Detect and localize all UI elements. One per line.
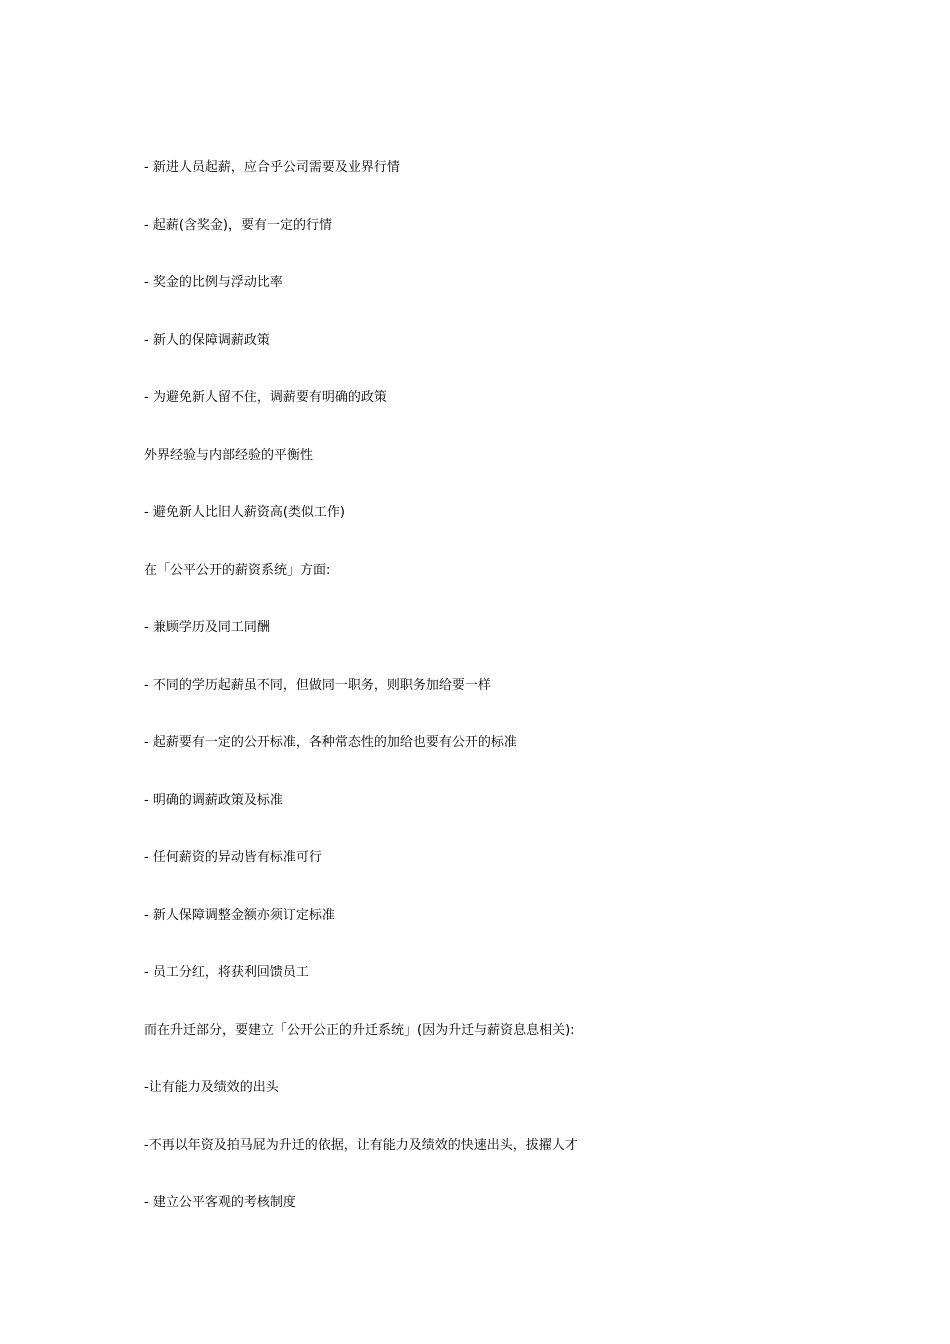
text-line: - 避免新人比旧人薪资高(类似工作) xyxy=(144,505,345,520)
section-heading: 外界经验与内部经验的平衡性 xyxy=(144,447,314,463)
text-line: -不再以年资及拍马屁为升迁的依据，让有能力及绩效的快速出头，拔擢人才 xyxy=(144,1137,578,1153)
text-line: - 明确的调薪政策及标准 xyxy=(144,792,283,808)
document-body xyxy=(144,158,904,1251)
text-line: - 建立公平客观的考核制度 xyxy=(144,1195,296,1210)
text-line: - 兼顾学历及同工同酬 xyxy=(144,620,270,635)
text-line: - 起薪要有一定的公开标准，各种常态性的加给也要有公开的标准 xyxy=(144,735,517,750)
text-line: - 新人的保障调薪政策 xyxy=(144,332,270,348)
section-heading: 而在升迁部分，要建立「公开公正的升迁系统」(因为升迁与薪资息息相关): xyxy=(144,1022,575,1038)
text-line: - 不同的学历起薪虽不同，但做同一职务，则职务加给要一样 xyxy=(144,677,491,693)
text-line: - 员工分红，将获利回馈员工 xyxy=(144,965,309,980)
text-line: - 奖金的比例与浮动比率 xyxy=(144,275,283,290)
text-line: - 起薪(含奖金)，要有一定的行情 xyxy=(144,217,332,233)
section-heading: 在「公平公开的薪资系统」方面: xyxy=(144,562,331,578)
text-line: - 新进人员起薪，应合乎公司需要及业界行情 xyxy=(144,160,400,175)
text-line: - 任何薪资的异动皆有标准可行 xyxy=(144,850,322,865)
text-line: - 为避免新人留不住，调薪要有明确的政策 xyxy=(144,390,387,405)
text-line: -让有能力及绩效的出头 xyxy=(144,1080,279,1095)
text-line: - 新人保障调整金额亦须订定标准 xyxy=(144,907,335,923)
